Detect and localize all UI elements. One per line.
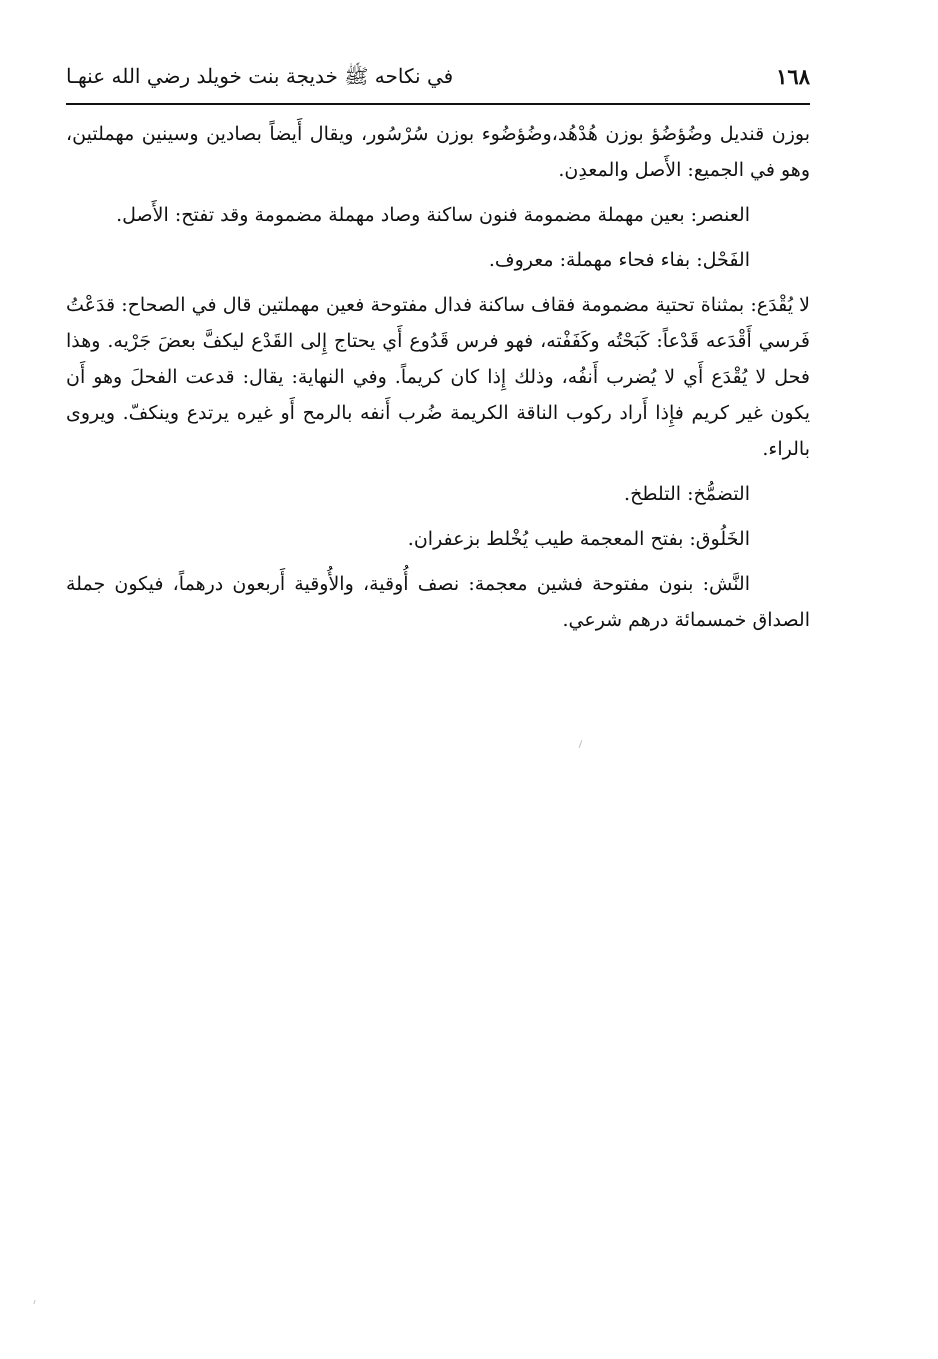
paragraph-continuation: بوزن قنديل وضُؤضُؤ بوزن هُدْهُد،وضُؤضُوء بوزن سُرْسُور، ويقال أَيضاً بصادين وسينين مهملتين، وهو في الجميع: الأَصل والمعدِن. [66, 123, 810, 181]
scan-speck [579, 740, 583, 748]
paragraph-entry-khaluq: الخَلُوق: بفتح المعجمة طيب يُخْلط بزعفران. [407, 528, 750, 550]
paragraph-entry-yuqda: لا يُقْدَع: بمثناة تحتية مضمومة فقاف ساكنة فدال مفتوحة فعين مهملتين قال في الصحاح: قدَعْتُ فَرسي أَقْدَعه قَدْعاً: كَبَحْتُه وكَفَفْته، فهو فرس قَدُوع أَي يحتاج إِلى القَدْع ليكفَّ بعضَ جَرْيه. وهذا فحل لا يُقْدَع أَي لا يُضرب أَنفُه، وذلك إِذا كان كريماً. وفي النهاية: يقال: قدعت الفحلَ وهو أَن يكون غير كريم فإِذا أَراد ركوب الناقة الكريمة ضُرب أَنفه بالرمح أَو غيره يرتدع وينكفّ. ويروى بالراء. [66, 294, 810, 460]
paragraph-entry-fahl: الفَحْل: بفاء فحاء مهملة: معروف. [488, 249, 750, 271]
page-number: ١٦٨ [776, 64, 810, 89]
page-body [66, 116, 810, 647]
running-title: في نكاحه ﷺ خديجة بنت خويلد رضي الله عنهـا [66, 64, 454, 88]
paragraph-entry-tadammukh: التضمُّخ: التلطخ. [624, 483, 750, 505]
header-rule [66, 103, 810, 105]
paragraph-entry-nash: النَّش: بنون مفتوحة فشين معجمة: نصف أُوقية، والأُوقية أَربعون درهماً، فيكون جملة الصداق خمسمائة درهم شرعي. [66, 573, 810, 631]
scan-speck [33, 1300, 35, 1304]
page-header [66, 58, 810, 102]
paragraph-entry-onsor: العنصر: بعين مهملة مضمومة فنون ساكنة وصاد مهملة مضمومة وقد تفتح: الأَصل. [116, 204, 750, 226]
